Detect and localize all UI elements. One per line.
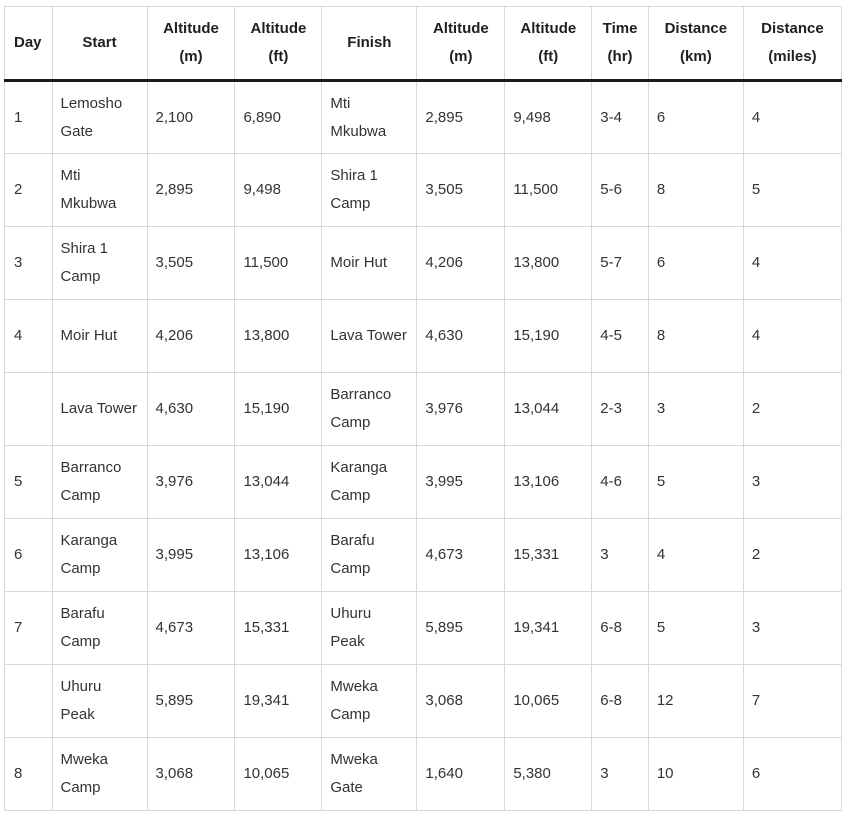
cell-start-altitude-m: 4,673 (147, 592, 235, 665)
cell-finish: Barranco Camp (322, 373, 417, 446)
cell-finish-altitude-ft: 15,331 (505, 519, 592, 592)
cell-start-altitude-m: 3,976 (147, 446, 235, 519)
cell-distance-km: 12 (648, 665, 743, 738)
cell-time: 4-5 (592, 300, 649, 373)
cell-finish: Moir Hut (322, 227, 417, 300)
cell-start-altitude-m: 4,206 (147, 300, 235, 373)
cell-finish-altitude-m: 1,640 (417, 738, 505, 811)
cell-finish-altitude-m: 4,630 (417, 300, 505, 373)
cell-distance-km: 6 (648, 227, 743, 300)
cell-finish-altitude-m: 4,206 (417, 227, 505, 300)
table-row (5, 300, 842, 373)
cell-time: 4-6 (592, 446, 649, 519)
header-finish-altitude-m: Altitude (m) (417, 7, 505, 81)
cell-time: 3 (592, 519, 649, 592)
cell-day: 3 (5, 227, 53, 300)
cell-start-altitude-ft: 13,800 (235, 300, 322, 373)
table-header (5, 7, 842, 81)
cell-distance-miles: 3 (743, 592, 841, 665)
cell-distance-miles: 4 (743, 81, 841, 154)
cell-start-altitude-ft: 13,044 (235, 446, 322, 519)
cell-distance-miles: 6 (743, 738, 841, 811)
header-distance-miles: Distance (miles) (743, 7, 841, 81)
cell-finish-altitude-m: 3,976 (417, 373, 505, 446)
cell-distance-km: 5 (648, 592, 743, 665)
table-row (5, 519, 842, 592)
cell-start-altitude-m: 5,895 (147, 665, 235, 738)
cell-start: Mti Mkubwa (52, 154, 147, 227)
cell-finish-altitude-m: 3,505 (417, 154, 505, 227)
cell-start: Lemosho Gate (52, 81, 147, 154)
cell-start-altitude-ft: 11,500 (235, 227, 322, 300)
cell-finish: Mti Mkubwa (322, 81, 417, 154)
table-row (5, 738, 842, 811)
cell-finish: Karanga Camp (322, 446, 417, 519)
cell-time: 3 (592, 738, 649, 811)
cell-finish: Barafu Camp (322, 519, 417, 592)
cell-start-altitude-ft: 15,331 (235, 592, 322, 665)
cell-finish: Mweka Camp (322, 665, 417, 738)
cell-time: 3-4 (592, 81, 649, 154)
route-itinerary-table (4, 6, 842, 811)
cell-day (5, 373, 53, 446)
cell-finish-altitude-m: 3,995 (417, 446, 505, 519)
table-row (5, 665, 842, 738)
cell-day: 7 (5, 592, 53, 665)
cell-finish: Lava Tower (322, 300, 417, 373)
cell-finish-altitude-ft: 10,065 (505, 665, 592, 738)
cell-time: 5-7 (592, 227, 649, 300)
cell-distance-miles: 7 (743, 665, 841, 738)
cell-start-altitude-m: 3,505 (147, 227, 235, 300)
cell-start-altitude-ft: 10,065 (235, 738, 322, 811)
cell-distance-km: 3 (648, 373, 743, 446)
cell-start-altitude-m: 2,895 (147, 154, 235, 227)
header-finish-altitude-ft: Altitude (ft) (505, 7, 592, 81)
cell-finish: Shira 1 Camp (322, 154, 417, 227)
cell-finish-altitude-ft: 15,190 (505, 300, 592, 373)
header-row (5, 7, 842, 81)
cell-day (5, 665, 53, 738)
header-time: Time (hr) (592, 7, 649, 81)
cell-distance-km: 6 (648, 81, 743, 154)
cell-distance-km: 8 (648, 300, 743, 373)
cell-start: Uhuru Peak (52, 665, 147, 738)
cell-start: Barranco Camp (52, 446, 147, 519)
header-day: Day (5, 7, 53, 81)
cell-finish-altitude-m: 5,895 (417, 592, 505, 665)
cell-start-altitude-ft: 19,341 (235, 665, 322, 738)
cell-distance-miles: 3 (743, 446, 841, 519)
cell-time: 5-6 (592, 154, 649, 227)
cell-day: 4 (5, 300, 53, 373)
cell-day: 1 (5, 81, 53, 154)
cell-start: Lava Tower (52, 373, 147, 446)
cell-distance-km: 8 (648, 154, 743, 227)
cell-finish-altitude-ft: 13,044 (505, 373, 592, 446)
cell-finish: Uhuru Peak (322, 592, 417, 665)
cell-start-altitude-m: 3,995 (147, 519, 235, 592)
cell-finish: Mweka Gate (322, 738, 417, 811)
cell-finish-altitude-m: 3,068 (417, 665, 505, 738)
cell-start-altitude-m: 4,630 (147, 373, 235, 446)
cell-distance-miles: 2 (743, 373, 841, 446)
cell-start-altitude-ft: 6,890 (235, 81, 322, 154)
cell-start-altitude-m: 2,100 (147, 81, 235, 154)
cell-finish-altitude-ft: 13,106 (505, 446, 592, 519)
cell-start: Mweka Camp (52, 738, 147, 811)
cell-day: 6 (5, 519, 53, 592)
table-row (5, 227, 842, 300)
table-row (5, 592, 842, 665)
header-distance-km: Distance (km) (648, 7, 743, 81)
cell-finish-altitude-m: 4,673 (417, 519, 505, 592)
cell-distance-miles: 5 (743, 154, 841, 227)
cell-start-altitude-m: 3,068 (147, 738, 235, 811)
cell-finish-altitude-ft: 19,341 (505, 592, 592, 665)
cell-time: 6-8 (592, 592, 649, 665)
cell-day: 8 (5, 738, 53, 811)
cell-distance-km: 5 (648, 446, 743, 519)
cell-finish-altitude-ft: 13,800 (505, 227, 592, 300)
table-row (5, 81, 842, 154)
cell-start-altitude-ft: 13,106 (235, 519, 322, 592)
cell-start: Shira 1 Camp (52, 227, 147, 300)
cell-time: 2-3 (592, 373, 649, 446)
header-finish: Finish (322, 7, 417, 81)
cell-start: Barafu Camp (52, 592, 147, 665)
cell-distance-km: 4 (648, 519, 743, 592)
cell-distance-miles: 4 (743, 227, 841, 300)
cell-time: 6-8 (592, 665, 649, 738)
header-start-altitude-m: Altitude (m) (147, 7, 235, 81)
cell-finish-altitude-ft: 11,500 (505, 154, 592, 227)
cell-start-altitude-ft: 15,190 (235, 373, 322, 446)
cell-start: Karanga Camp (52, 519, 147, 592)
header-start: Start (52, 7, 147, 81)
table-body (5, 81, 842, 811)
cell-distance-miles: 2 (743, 519, 841, 592)
header-start-altitude-ft: Altitude (ft) (235, 7, 322, 81)
cell-finish-altitude-ft: 9,498 (505, 81, 592, 154)
cell-distance-miles: 4 (743, 300, 841, 373)
cell-finish-altitude-ft: 5,380 (505, 738, 592, 811)
cell-start-altitude-ft: 9,498 (235, 154, 322, 227)
cell-distance-km: 10 (648, 738, 743, 811)
table-row (5, 154, 842, 227)
cell-day: 2 (5, 154, 53, 227)
table-row (5, 373, 842, 446)
cell-start: Moir Hut (52, 300, 147, 373)
cell-day: 5 (5, 446, 53, 519)
table-row (5, 446, 842, 519)
cell-finish-altitude-m: 2,895 (417, 81, 505, 154)
